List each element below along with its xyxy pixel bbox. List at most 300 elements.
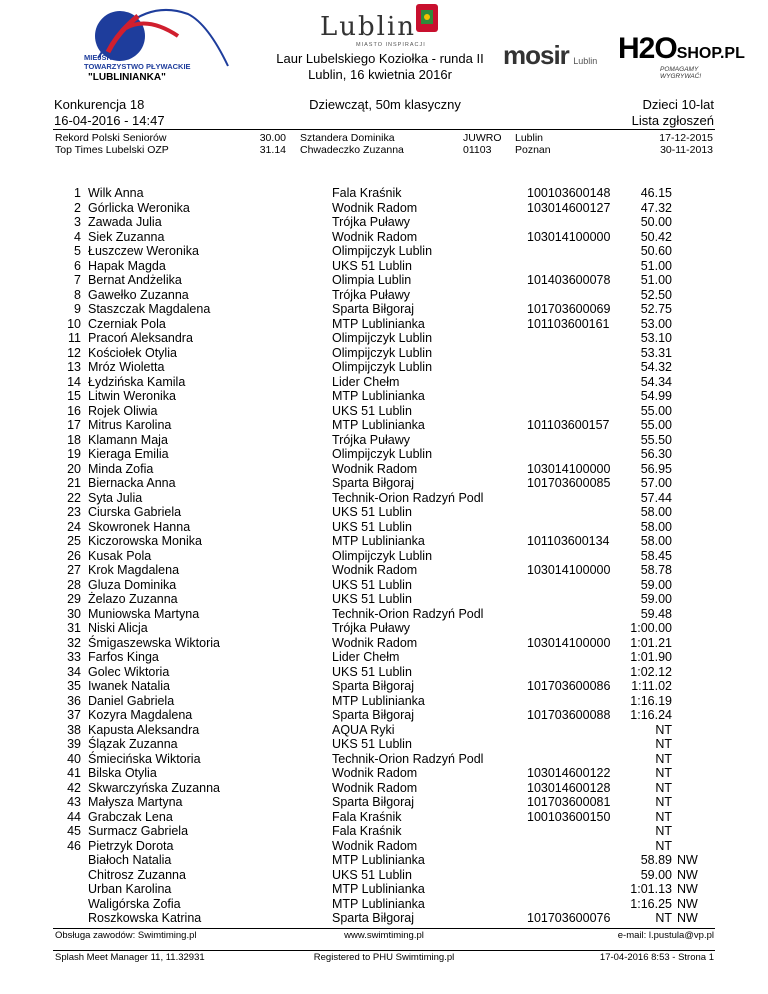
record-date: 30-11-2013 xyxy=(660,144,713,156)
entry-place: 33 xyxy=(67,650,81,664)
entry-note: NW xyxy=(677,911,698,925)
table-row xyxy=(0,607,768,622)
table-row xyxy=(0,520,768,535)
club-logo-line2: TOWARZYSTWO PŁYWACKIE xyxy=(84,61,191,71)
record-date: 17-12-2015 xyxy=(659,132,713,144)
table-row xyxy=(0,215,768,230)
entry-time: 50.42 xyxy=(640,229,672,244)
table-row xyxy=(0,897,768,912)
entry-license: 101103600134 xyxy=(527,534,610,548)
entry-club: Sparta Biłgoraj xyxy=(332,302,414,316)
entry-name: Bilska Otylia xyxy=(88,766,157,780)
entry-club: UKS 51 Lublin xyxy=(332,505,412,519)
entry-license: 100103600148 xyxy=(527,186,611,200)
entry-club: MTP Lublinianka xyxy=(332,896,425,911)
entry-time: 57.00 xyxy=(640,476,672,490)
entry-club: UKS 51 Lublin xyxy=(332,664,412,679)
city-crest-icon xyxy=(412,2,442,36)
footer-center: www.swimtiming.pl xyxy=(344,930,424,941)
entry-place: 13 xyxy=(67,360,81,374)
entry-club: AQUA Ryki xyxy=(332,722,395,737)
entry-note: NW xyxy=(677,882,698,896)
entry-time: 56.95 xyxy=(640,461,672,476)
entry-club: UKS 51 Lublin xyxy=(332,258,412,273)
table-row xyxy=(0,810,768,825)
entry-place: 26 xyxy=(67,548,81,563)
entry-time: 59.48 xyxy=(640,606,672,621)
table-row xyxy=(0,375,768,390)
entry-club: Technik-Orion Radzyń Podl xyxy=(332,490,484,505)
city-logo-name: Lublin xyxy=(320,12,417,42)
entry-club: Olimpia Lublin xyxy=(332,273,412,287)
entry-time: 1:02.12 xyxy=(630,664,672,679)
table-row xyxy=(0,259,768,274)
entry-club: Olimpijczyk Lublin xyxy=(332,244,433,258)
footer-left: Obsługa zawodów: Swimtiming.pl xyxy=(55,930,197,941)
entry-place: 40 xyxy=(67,751,81,766)
entry-license: 103014100000 xyxy=(527,461,611,476)
entry-club: Olimpijczyk Lublin xyxy=(332,548,433,563)
entry-name: Czerniak Pola xyxy=(88,316,166,331)
event-category-block xyxy=(632,97,714,129)
record-time: 30.00 xyxy=(259,132,286,144)
h2o-slogan: POMAGAMY WYGRYWAĆ! xyxy=(660,66,702,80)
entry-license: 103014100000 xyxy=(527,635,611,650)
meet-place-date: Lublin, 16 kwietnia 2016r xyxy=(308,67,452,82)
entry-name: Wilk Anna xyxy=(88,186,144,200)
entry-name: Syta Julia xyxy=(88,490,143,505)
table-row xyxy=(0,317,768,332)
table-row xyxy=(0,491,768,506)
entry-time: 58.00 xyxy=(640,534,672,548)
table-row xyxy=(0,781,768,796)
entry-name: Gluza Dominika xyxy=(88,577,177,592)
entry-place: 18 xyxy=(67,432,81,447)
table-row xyxy=(0,360,768,375)
entry-club: Wodnik Radom xyxy=(332,461,418,476)
entry-club: Trójka Puławy xyxy=(332,215,411,229)
table-row xyxy=(0,433,768,448)
table-row xyxy=(0,737,768,752)
entry-club: UKS 51 Lublin xyxy=(332,577,412,592)
entry-name: Roszkowska Katrina xyxy=(88,911,202,925)
entry-time: NT xyxy=(655,722,672,737)
entry-time: NT xyxy=(655,838,672,853)
entry-club: Technik-Orion Radzyń Podl xyxy=(332,606,484,621)
table-row xyxy=(0,273,768,288)
table-row xyxy=(0,766,768,781)
entry-club: UKS 51 Lublin xyxy=(332,592,412,606)
entry-club: Wodnik Radom xyxy=(332,780,418,795)
meet-name: Laur Lubelskiego Koziołka - runda II xyxy=(276,51,484,66)
entry-place: 37 xyxy=(67,708,81,722)
table-row xyxy=(0,476,768,491)
entry-club: MTP Lublinianka xyxy=(332,853,425,867)
entry-place: 7 xyxy=(74,273,81,287)
entry-name: Mróz Wioletta xyxy=(88,360,165,374)
entry-time: NT xyxy=(655,737,672,751)
entry-club: Technik-Orion Radzyń Podl xyxy=(332,751,484,766)
entry-name: Klamann Maja xyxy=(88,432,168,447)
entry-time: 1:16.19 xyxy=(630,693,672,708)
entry-name: Waligórska Zofia xyxy=(88,896,181,911)
entry-license: 101703600081 xyxy=(527,795,611,809)
entry-name: Żelazo Zuzanna xyxy=(88,592,178,606)
table-row xyxy=(0,694,768,709)
entry-time: 54.32 xyxy=(640,360,672,374)
entry-time: 52.50 xyxy=(640,287,672,302)
entry-license: 103014100000 xyxy=(527,229,611,244)
entry-name: Urban Karolina xyxy=(88,882,172,896)
table-row xyxy=(0,244,768,259)
entry-place: 8 xyxy=(74,287,81,302)
entry-club: Fala Kraśnik xyxy=(332,809,402,824)
table-row xyxy=(0,882,768,897)
entry-club: Lider Chełm xyxy=(332,374,400,389)
entry-time: NT xyxy=(655,780,672,795)
table-row xyxy=(0,752,768,767)
entry-name: Ciurska Gabriela xyxy=(88,505,182,519)
record-holder: Chwadeczko Zuzanna xyxy=(300,144,404,156)
entry-name: Rojek Oliwia xyxy=(88,403,158,418)
header-divider xyxy=(53,129,715,130)
table-row xyxy=(0,650,768,665)
entry-name: Farfos Kinga xyxy=(88,650,159,664)
event-list-type: Lista zgłoszeń xyxy=(631,113,714,128)
entry-time: 51.00 xyxy=(640,258,672,273)
table-row xyxy=(0,462,768,477)
table-row xyxy=(0,549,768,564)
entry-time: 1:01.21 xyxy=(630,635,672,650)
entry-place: 15 xyxy=(67,389,81,403)
entry-license: 103014600122 xyxy=(527,766,611,780)
event-title: Dziewcząt, 50m klasyczny xyxy=(309,97,461,112)
entry-place: 42 xyxy=(67,780,81,795)
h2o-brand-text: H2O xyxy=(618,32,677,65)
entry-name: Daniel Gabriela xyxy=(88,693,175,708)
entry-club: Wodnik Radom xyxy=(332,563,418,577)
entry-time: 59.00 xyxy=(640,577,672,592)
entry-time: 1:16.25 xyxy=(630,896,672,911)
entry-place: 3 xyxy=(74,215,81,229)
entry-club: UKS 51 Lublin xyxy=(332,403,412,418)
entry-time: 50.60 xyxy=(640,244,672,258)
club-logo-mtp-lublinianka xyxy=(78,6,248,90)
entry-place: 12 xyxy=(67,345,81,360)
records-block xyxy=(0,132,768,158)
entry-time: 1:01.13 xyxy=(630,882,672,896)
record-place: Lublin xyxy=(515,132,544,144)
entry-name: Niski Alicja xyxy=(88,621,148,635)
entry-name: Gawełko Zuzanna xyxy=(88,287,189,302)
entry-place: 21 xyxy=(67,476,81,490)
entry-place: 24 xyxy=(67,519,81,534)
record-row xyxy=(0,144,768,156)
entry-license: 100103600150 xyxy=(527,809,611,824)
entry-name: Kozyra Magdalena xyxy=(88,708,193,722)
entry-name: Pietrzyk Dorota xyxy=(88,838,174,853)
entries-table xyxy=(0,186,768,926)
entry-place: 27 xyxy=(67,563,81,577)
entry-license: 101703600086 xyxy=(527,679,611,693)
entry-time: 1:11.02 xyxy=(631,679,672,693)
event-category: Dzieci 10-lat xyxy=(642,97,714,112)
entry-place: 44 xyxy=(67,809,81,824)
entry-place: 46 xyxy=(67,838,81,853)
entry-name: Kościołek Otylia xyxy=(88,345,177,360)
entry-name: Staszczak Magdalena xyxy=(88,302,211,316)
entry-time: 57.44 xyxy=(640,490,672,505)
entry-time: 58.78 xyxy=(640,563,672,577)
entry-place: 35 xyxy=(67,679,81,693)
entry-name: Golec Wiktoria xyxy=(88,664,170,679)
entry-time: NT xyxy=(655,795,672,809)
entry-place: 2 xyxy=(74,200,81,215)
h2o-shop-text: SHOP.PL xyxy=(676,45,745,62)
entry-time: 58.45 xyxy=(640,548,672,563)
entry-name: Krok Magdalena xyxy=(88,563,180,577)
table-row xyxy=(0,346,768,361)
table-row xyxy=(0,679,768,694)
entry-place: 11 xyxy=(68,331,81,345)
entry-place: 6 xyxy=(74,258,81,273)
entry-time: 50.00 xyxy=(640,215,672,229)
footer-divider-bottom xyxy=(53,950,715,951)
entry-club: Olimpijczyk Lublin xyxy=(332,360,433,374)
entry-time: NT xyxy=(655,824,672,838)
entry-time: 53.31 xyxy=(640,345,672,360)
table-row xyxy=(0,824,768,839)
entry-license: 103014600128 xyxy=(527,780,611,795)
entry-time: 58.00 xyxy=(640,519,672,534)
entry-name: Łuszczew Weronika xyxy=(88,244,199,258)
table-row xyxy=(0,621,768,636)
footer-right: e-mail: l.pustula@vp.pl xyxy=(617,930,714,941)
entry-name: Mitrus Karolina xyxy=(88,418,172,432)
table-row xyxy=(0,563,768,578)
entry-note: NW xyxy=(677,896,698,911)
entry-name: Litwin Weronika xyxy=(88,389,177,403)
event-datetime: 16-04-2016 - 14:47 xyxy=(54,113,165,128)
entry-club: Sparta Biłgoraj xyxy=(332,679,414,693)
entry-club: Wodnik Radom xyxy=(332,766,418,780)
entry-time: NT xyxy=(655,751,672,766)
entry-club: Lider Chełm xyxy=(332,650,400,664)
entry-time: 55.00 xyxy=(640,418,672,432)
entry-club: Sparta Biłgoraj xyxy=(332,708,414,722)
entry-time: 59.00 xyxy=(640,867,672,882)
entry-time: 54.99 xyxy=(640,389,672,403)
entry-name: Bernat Andżelika xyxy=(88,273,182,287)
entry-place: 22 xyxy=(67,490,81,505)
table-row xyxy=(0,201,768,216)
entry-place: 41 xyxy=(67,766,81,780)
table-row xyxy=(0,665,768,680)
mosir-logo-city: Lublin xyxy=(573,56,598,66)
entry-time: 46.15 xyxy=(640,186,672,200)
city-logo-tagline: MIASTO INSPIRACJI xyxy=(356,42,426,48)
entry-name: Biernacka Anna xyxy=(88,476,176,490)
city-logo-lublin xyxy=(312,2,462,52)
table-row xyxy=(0,708,768,723)
entry-note: NW xyxy=(677,853,698,867)
entry-club: Sparta Biłgoraj xyxy=(332,476,414,490)
entry-name: Małysza Martyna xyxy=(88,795,183,809)
entry-license: 101103600161 xyxy=(527,316,610,331)
entry-place: 19 xyxy=(67,447,81,461)
event-number: Konkurencja 18 xyxy=(54,97,145,112)
record-label: Rekord Polski Seniorów xyxy=(55,132,167,144)
record-label: Top Times Lubelski OZP xyxy=(55,144,169,156)
entry-name: Kapusta Aleksandra xyxy=(88,722,200,737)
entry-name: Skwarczyńska Zuzanna xyxy=(88,780,221,795)
table-row xyxy=(0,839,768,854)
entry-club: MTP Lublinianka xyxy=(332,534,425,548)
meet-header xyxy=(250,51,510,83)
table-row xyxy=(0,404,768,419)
entry-name: Iwanek Natalia xyxy=(88,679,170,693)
h2oshop-logo xyxy=(618,32,745,80)
entry-place: 17 xyxy=(67,418,81,432)
entry-time: 1:16.24 xyxy=(630,708,672,722)
entry-club: Wodnik Radom xyxy=(332,200,418,215)
record-row xyxy=(0,132,768,144)
entry-place: 20 xyxy=(67,461,81,476)
entry-name: Surmacz Gabriela xyxy=(88,824,189,838)
entry-club: Trójka Puławy xyxy=(332,287,411,302)
entry-name: Łydzińska Kamila xyxy=(88,374,186,389)
table-row xyxy=(0,230,768,245)
entry-time: 1:00.00 xyxy=(630,621,672,635)
entry-time: 59.00 xyxy=(640,592,672,606)
entry-license: 101703600088 xyxy=(527,708,611,722)
table-row xyxy=(0,911,768,926)
entry-place: 31 xyxy=(67,621,81,635)
record-holder: Sztandera Dominika xyxy=(300,132,395,144)
entry-name: Śmiecińska Wiktoria xyxy=(88,751,201,766)
entry-time: 53.10 xyxy=(640,331,672,345)
table-row xyxy=(0,578,768,593)
entry-license: 101703600076 xyxy=(527,911,611,925)
entry-license: 101403600078 xyxy=(527,273,611,287)
entry-club: Olimpijczyk Lublin xyxy=(332,447,433,461)
table-row xyxy=(0,418,768,433)
entry-place: 10 xyxy=(67,316,81,331)
entry-place: 14 xyxy=(67,374,81,389)
table-row xyxy=(0,592,768,607)
entry-club: Fala Kraśnik xyxy=(332,186,402,200)
entry-name: Górlicka Weronika xyxy=(88,200,190,215)
entry-club: MTP Lublinianka xyxy=(332,882,425,896)
table-row xyxy=(0,868,768,883)
entry-place: 9 xyxy=(74,302,81,316)
event-number-block xyxy=(54,97,165,129)
entry-time: NT xyxy=(655,766,672,780)
record-time: 31.14 xyxy=(259,144,286,156)
entry-place: 25 xyxy=(67,534,81,548)
entry-time: 1:01.90 xyxy=(630,650,672,664)
entry-place: 5 xyxy=(74,244,81,258)
entry-place: 16 xyxy=(67,403,81,418)
entry-name: Pracoń Aleksandra xyxy=(88,331,193,345)
entry-time: NT xyxy=(655,809,672,824)
mosir-logo-name: mosir xyxy=(503,40,569,70)
entry-name: Siek Zuzanna xyxy=(88,229,165,244)
entry-name: Białoch Natalia xyxy=(88,853,172,867)
entry-name: Muniowska Martyna xyxy=(88,606,200,621)
entry-place: 45 xyxy=(67,824,81,838)
entry-time: 53.00 xyxy=(640,316,672,331)
entry-club: MTP Lublinianka xyxy=(332,389,425,403)
footer-software: Splash Meet Manager 11, 11.32931 xyxy=(55,952,205,963)
footer-registered: Registered to PHU Swimtiming.pl xyxy=(313,952,455,963)
entry-club: Trójka Puławy xyxy=(332,621,411,635)
table-row xyxy=(0,331,768,346)
entry-place: 39 xyxy=(67,737,81,751)
entry-club: UKS 51 Lublin xyxy=(332,737,412,751)
entry-time: 54.34 xyxy=(640,374,672,389)
entry-club: Olimpijczyk Lublin xyxy=(332,345,433,360)
entry-name: Minda Zofia xyxy=(88,461,154,476)
club-logo-line1: MIEJSKIE xyxy=(84,53,120,62)
entry-license: 101703600069 xyxy=(527,302,611,316)
entry-name: Ślązak Zuzanna xyxy=(88,737,178,751)
entry-club: Sparta Biłgoraj xyxy=(332,911,414,925)
entry-place: 28 xyxy=(67,577,81,592)
entry-club: Fala Kraśnik xyxy=(332,824,402,838)
entry-club: Sparta Biłgoraj xyxy=(332,795,414,809)
entry-club: MTP Lublinianka xyxy=(332,316,425,331)
entry-club: MTP Lublinianka xyxy=(332,418,425,432)
entry-license: 103014600127 xyxy=(527,200,611,215)
entry-license: 103014100000 xyxy=(527,563,611,577)
table-row xyxy=(0,505,768,520)
entry-time: 58.89 xyxy=(640,853,672,867)
table-row xyxy=(0,288,768,303)
table-row xyxy=(0,636,768,651)
entry-place: 43 xyxy=(67,795,81,809)
entry-name: Kiczorowska Monika xyxy=(88,534,202,548)
table-row xyxy=(0,389,768,404)
entry-name: Kieraga Emilia xyxy=(88,447,169,461)
table-row xyxy=(0,853,768,868)
entry-name: Śmigaszewska Wiktoria xyxy=(88,635,220,650)
entry-time: NT xyxy=(655,911,672,925)
table-row xyxy=(0,447,768,462)
entry-place: 38 xyxy=(67,722,81,737)
entry-note: NW xyxy=(677,867,698,882)
entry-club: MTP Lublinianka xyxy=(332,693,425,708)
entry-place: 30 xyxy=(67,606,81,621)
entry-place: 1 xyxy=(74,186,81,200)
entry-place: 23 xyxy=(67,505,81,519)
entry-time: 47.32 xyxy=(640,200,672,215)
entry-club: UKS 51 Lublin xyxy=(332,519,412,534)
table-row xyxy=(0,186,768,201)
club-logo-line3: "LUBLINIANKA" xyxy=(88,72,166,83)
table-row xyxy=(0,534,768,549)
entry-place: 34 xyxy=(67,664,81,679)
record-club: 01103 xyxy=(463,144,492,156)
entry-license: 101703600085 xyxy=(527,476,611,490)
entry-time: 52.75 xyxy=(640,302,672,316)
entry-club: Olimpijczyk Lublin xyxy=(332,331,433,345)
entry-time: 55.50 xyxy=(640,432,672,447)
entry-name: Chitrosz Zuzanna xyxy=(88,867,186,882)
entry-name: Zawada Julia xyxy=(88,215,162,229)
entry-time: 56.30 xyxy=(640,447,672,461)
entry-club: Wodnik Radom xyxy=(332,635,418,650)
